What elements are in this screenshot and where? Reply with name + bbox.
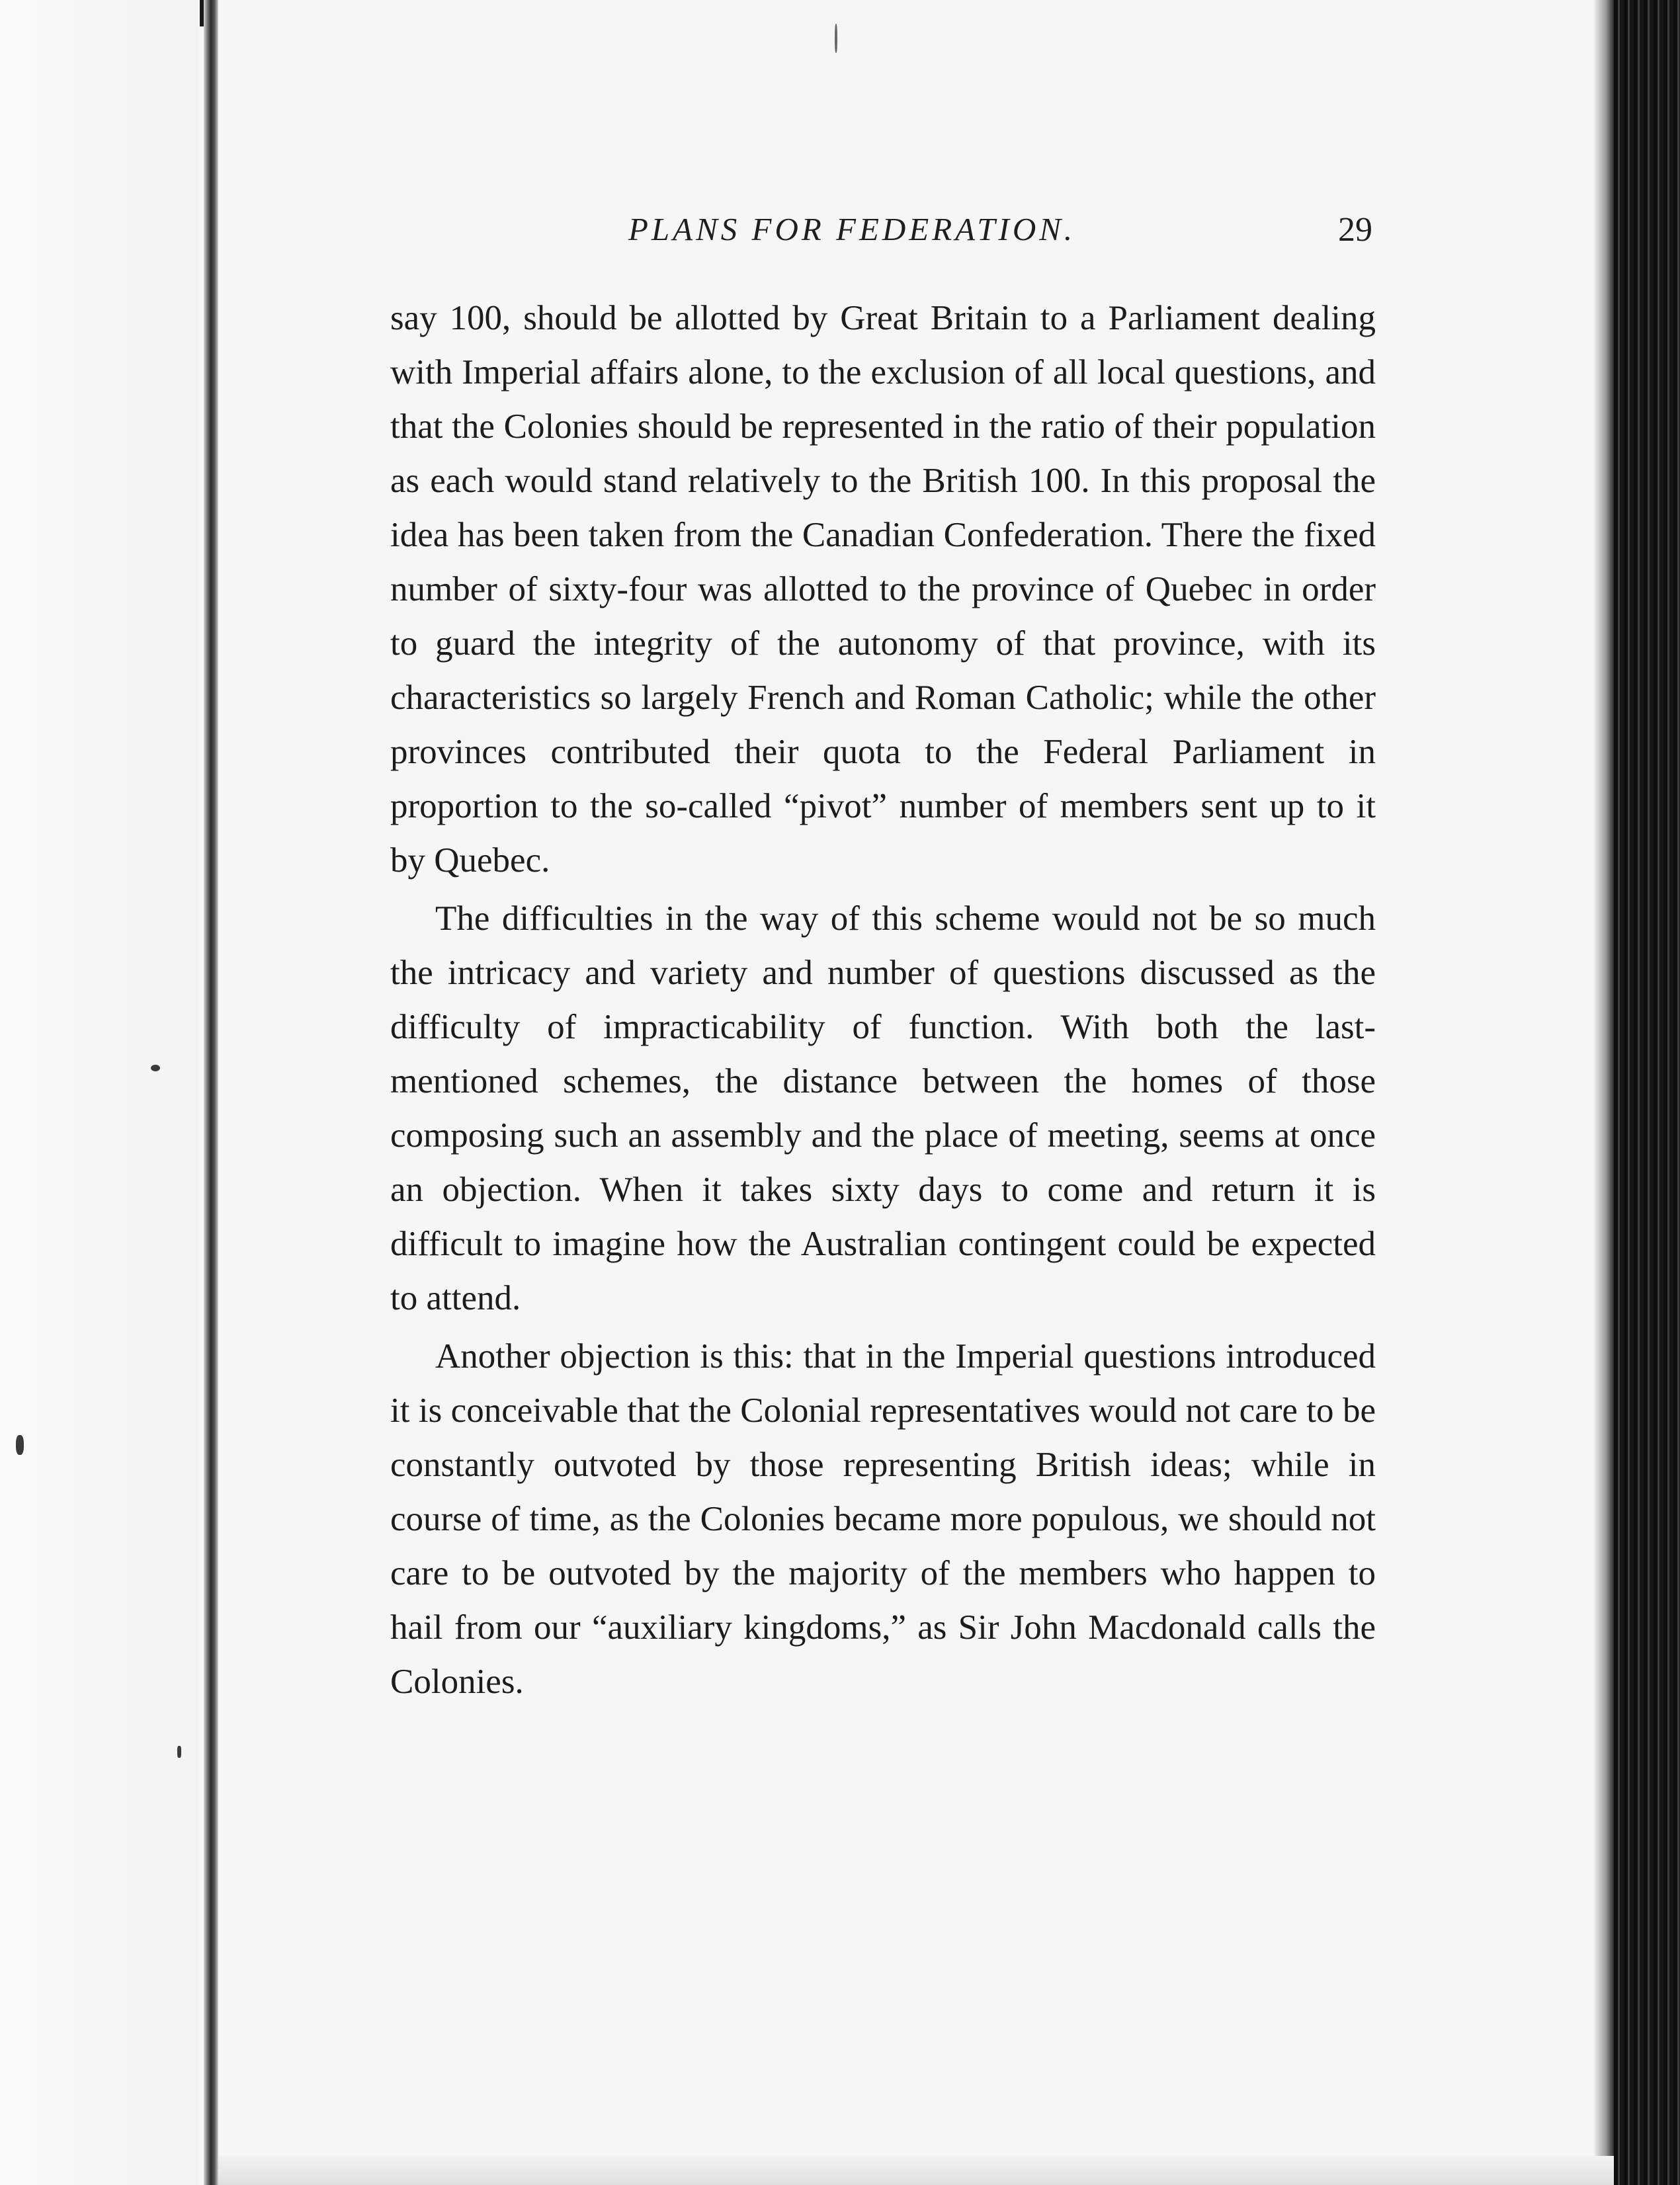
scan-speck [835,24,837,53]
book-spine-edge [204,0,218,2185]
scan-speck [151,1065,160,1071]
scan-speck [16,1435,24,1455]
bottom-margin-shade [218,2156,1614,2185]
paragraph-3: Another objection is this: that in the Imperial questions introduced it is conceivable that the Colonial representatives would not care to be constantly outvoted by those representing British ideas; while in course of time, as the Colonies became more populous, we should not care to be outvoted by the majority of the members who happen to hail from our “auxiliary kingdoms,” as Sir John Macdonald calls the Colonies. [390,1337,1376,1701]
running-head-title: PLANS FOR FEDERATION. [628,211,1076,247]
running-head [390,210,1382,270]
scan-speck [177,1746,181,1758]
page-edge-shadow [1594,0,1614,2185]
paragraph-2: The difficulties in the way of this scheme would not be so much the intricacy and variety and number of questions discussed as the difficulty of impracticability of function. With both the last-mentioned schemes, the distance between the homes of those composing such an assembly and the place of meeting, seems at once an objection. When it takes sixty days to come and return it is difficult to imagine how the Australian contingent could be expected to attend. [390,899,1376,1317]
page-number: 29 [1338,211,1372,249]
body-text [390,291,1376,1709]
page-stack-edge [1614,0,1680,2185]
paragraph-1: say 100, should be allotted by Great Britain to a Parliament dealing with Imperial affairs alone, to the exclusion of all local questions, and that the Colonies should be represented in the ratio of their population as each would stand relatively to the British 100. In this proposal the idea has been taken from the Canadian Confederation. There the fixed number of sixty-four was allotted to the province of Quebec in order to guard the integrity of the autonomy of that province, with its characteristics so largely French and Roman Catholic; while the other provinces contributed their quota to the Federal Parliament in proportion to the so-called “pivot” number of members sent up to it by Quebec. [390,299,1376,880]
left-gutter [0,0,198,2185]
